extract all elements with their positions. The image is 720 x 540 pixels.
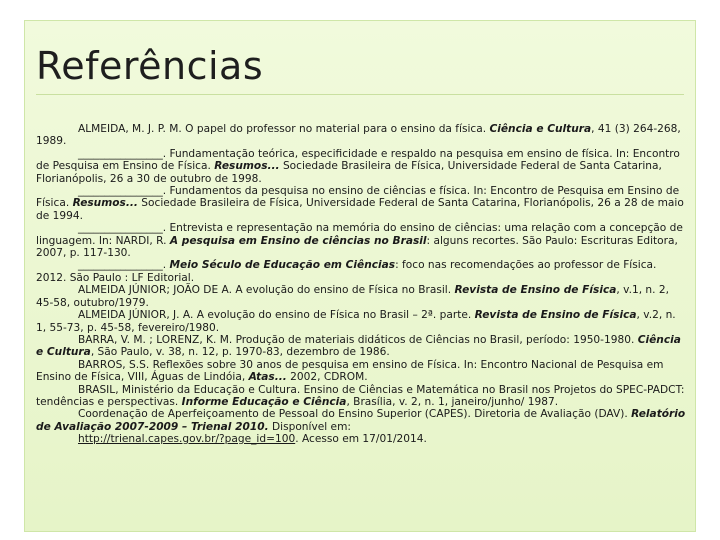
reference-item: ________________. Fundamentação teórica, especificidade e respaldo na pesquisa em ensino de física. In: Encontro de Pesquisa em Ensino de Física. Resumos... Sociedade Brasileira de Física, Universidade Federal de Santa Catarina, Florianópolis, 26 a 30 de outubro de 1998. [36, 147, 680, 185]
reference-item: BARRA, V. M. ; LORENZ, K. M. Produção de materiais didáticos de Ciências no Brasil, período: 1950-1980. Ciência e Cultura, São Paulo, v. 38, n. 12, p. 1970-83, dezembro de 1986. [36, 333, 681, 359]
reference-item-link [36, 433, 686, 445]
reference-item: ________________. Meio Século de Educação em Ciências: foco nas recomendações ao professor de Física. 2012. São Paulo : LF Editorial. [36, 259, 657, 284]
title-divider [36, 94, 684, 95]
reference-list [36, 123, 686, 446]
reference-item: ALMEIDA, M. J. P. M. O papel do professor no material para o ensino da física. Ciência e Cultura, 41 (3) 264-268, 1989. [36, 123, 681, 148]
reference-item: ALMEIDA JÚNIOR, J. A. A evolução do ensino de Física no Brasil – 2ª. parte. Revista de Ensino de Física, v.2, n. 1, 55-73, p. 45-58, fevereiro/1980. [36, 309, 676, 334]
reference-item: ALMEIDA JÚNIOR; JOÃO DE A. A evolução do ensino de Física no Brasil. Revista de Ensino de Física, v.1, n. 2, 45-58, outubro/1979. [36, 284, 669, 309]
capes-link[interactable]: http://trienal.capes.gov.br/?page_id=100 [78, 433, 296, 446]
access-date: . Acesso em 17/01/2014. [295, 433, 427, 446]
reference-item: BRASIL, Ministério da Educação e Cultura. Ensino de Ciências e Matemática no Brasil nos Projetos do SPEC-PADCT: tendências e perspectivas. Informe Educação e Ciência, Brasília, v. 2, n. 1, janeiro/junho/ 1987. [36, 383, 685, 408]
reference-item: ________________. Entrevista e representação na memória do ensino de ciências: uma relação com a concepção de linguagem. In: NARDI, R. A pesquisa em Ensino de ciências no Brasil: alguns recortes. São Paulo: Escrituras Editora, 2007, p. 117-130. [36, 222, 683, 260]
reference-item: Coordenação de Aperfeiçoamento de Pessoal do Ensino Superior (CAPES). Diretoria de Avaliação (DAV). Relatório de Avaliação 2007-2009 – Trienal 2010. Disponível em: [36, 408, 686, 433]
reference-item: ________________. Fundamentos da pesquisa no ensino de ciências e física. In: Encontro de Pesquisa em Ensino de Física. Resumos... Sociedade Brasileira de Física, Universidade Federal de Santa Catarina, Florianópolis, 26 a 28 de maio de 1994. [36, 185, 684, 222]
page-title: Referências [36, 44, 264, 88]
reference-item: BARROS, S.S. Reflexões sobre 30 anos de pesquisa em ensino de Física. In: Encontro Nacional de Pesquisa em Ensino de Física, VIII, Águas de Lindóia, Atas... 2002, CDROM. [36, 358, 664, 384]
